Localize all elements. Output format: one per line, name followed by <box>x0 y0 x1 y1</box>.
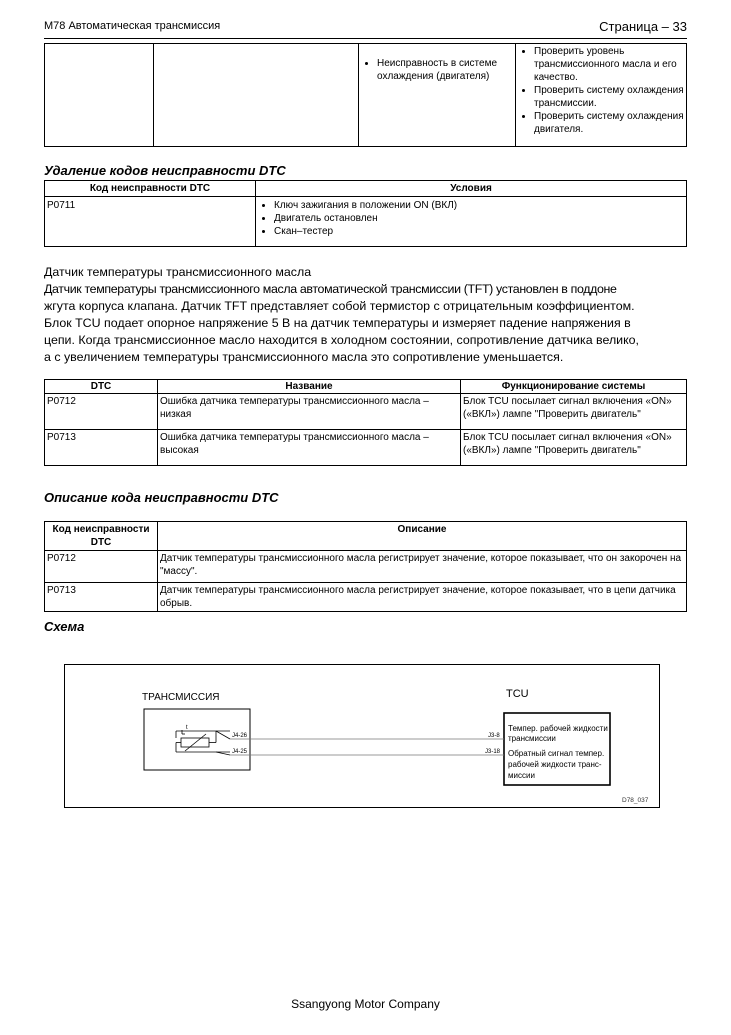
action-item: • Проверить уровень трансмиссионного масла и его качество. <box>534 45 684 84</box>
col-dtc-code: Код неисправности DTC <box>45 181 256 197</box>
sensor-title: Датчик температуры трансмиссионного масла <box>44 265 312 279</box>
sensor-line: цепи. Когда трансмиссионное масло находится в холодном состоянии, сопротивление датчика велико, <box>44 333 639 347</box>
pin-j4-26: J4-26 <box>232 733 248 739</box>
empty-cell <box>45 44 154 147</box>
col-dtc: DTC <box>45 380 158 394</box>
header-divider <box>44 38 687 39</box>
footer-company: Ssangyong Motor Company <box>291 997 440 1011</box>
tcu-label: TCU <box>506 688 529 700</box>
action-item: • Проверить систему охлаждения двигателя. <box>534 110 684 136</box>
top-continuation-table <box>44 43 687 147</box>
wiring-diagram <box>64 664 660 808</box>
cause-cell <box>359 44 516 147</box>
col-conditions: Условия <box>256 181 687 197</box>
transmission-label: ТРАНСМИССИЯ <box>142 692 220 703</box>
pin-j3-8: J3-8 <box>488 733 500 739</box>
sensor-line: Датчик температуры трансмиссионного масла автоматической трансмиссии (TFT) установлен в поддоне <box>44 282 617 296</box>
condition-item: • Ключ зажигания в положении ON (ВКЛ) <box>274 199 684 212</box>
sensor-line: Блок TCU подает опорное напряжение 5 В на датчик температуры и измеряет падение напряжения в <box>44 316 631 330</box>
cause-item: • Неисправность в системе охлаждения (двигателя) <box>377 57 513 83</box>
dtc-code: P0713 <box>45 583 158 612</box>
dtc-description: Датчик температуры трансмиссионного масла регистрирует значение, которое показывает, что он закорочен на "массу". <box>158 551 687 583</box>
sensor-line: а с увеличением температуры трансмиссионного масла это сопротивление уменьшается. <box>44 350 564 364</box>
actions-cell <box>516 44 687 147</box>
tcu-signal-label: Темпер. рабочей жидкости <box>508 724 608 733</box>
empty-cell <box>154 44 359 147</box>
action-item: • Проверить систему охлаждения трансмиссии. <box>534 84 684 110</box>
dtc-function: Блок TCU посылает сигнал включения «ON» («ВКЛ») лампе "Проверить двигатель" <box>461 430 687 466</box>
clear-dtc-title: Удаление кодов неисправности DTC <box>44 163 286 178</box>
dtc-code: P0712 <box>45 551 158 583</box>
document-title: M78 Автоматическая трансмиссия <box>44 20 221 32</box>
desc-dtc-title: Описание кода неисправности DTC <box>44 490 279 505</box>
desc-dtc-table <box>44 521 687 612</box>
diagram-code: D78_037 <box>622 797 649 804</box>
conditions-cell <box>256 197 687 247</box>
page-number: Страница – 33 <box>599 19 687 34</box>
dtc-code: P0712 <box>45 394 158 430</box>
dtc-code: P0711 <box>45 197 256 247</box>
tcu-return-label: рабочей жидкости транс- <box>508 760 602 769</box>
sensor-section <box>44 264 694 366</box>
condition-item: • Скан–тестер <box>274 225 684 238</box>
tcu-signal-label: трансмиссии <box>508 734 556 743</box>
sensor-mark: t <box>186 725 188 731</box>
sensor-line: жгута корпуса клапана. Датчик TFT представляет собой термистор с отрицательным коэффициентом. <box>44 299 635 313</box>
tcu-return-label: Обратный сигнал темпер. <box>508 749 605 758</box>
pin-j4-25: J4-25 <box>232 749 248 755</box>
col-function: Функционирование системы <box>461 380 687 394</box>
tcu-return-label: миссии <box>508 771 535 780</box>
pin-j3-18: J3-18 <box>485 749 501 755</box>
dtc-code: P0713 <box>45 430 158 466</box>
col-dtc-code: Код неисправности DTC <box>45 522 158 551</box>
clear-dtc-table <box>44 180 687 247</box>
col-name: Название <box>158 380 461 394</box>
dtc-name: Ошибка датчика температуры трансмиссионного масла – высокая <box>158 430 461 466</box>
dtc-description: Датчик температуры трансмиссионного масла регистрирует значение, которое показывает, что в цепи датчика обрыв. <box>158 583 687 612</box>
schema-title: Схема <box>44 619 85 634</box>
dtc-name: Ошибка датчика температуры трансмиссионного масла – низкая <box>158 394 461 430</box>
condition-item: • Двигатель остановлен <box>274 212 684 225</box>
dtc-table <box>44 379 687 466</box>
dtc-function: Блок TCU посылает сигнал включения «ON» («ВКЛ») лампе "Проверить двигатель" <box>461 394 687 430</box>
col-description: Описание <box>158 522 687 551</box>
